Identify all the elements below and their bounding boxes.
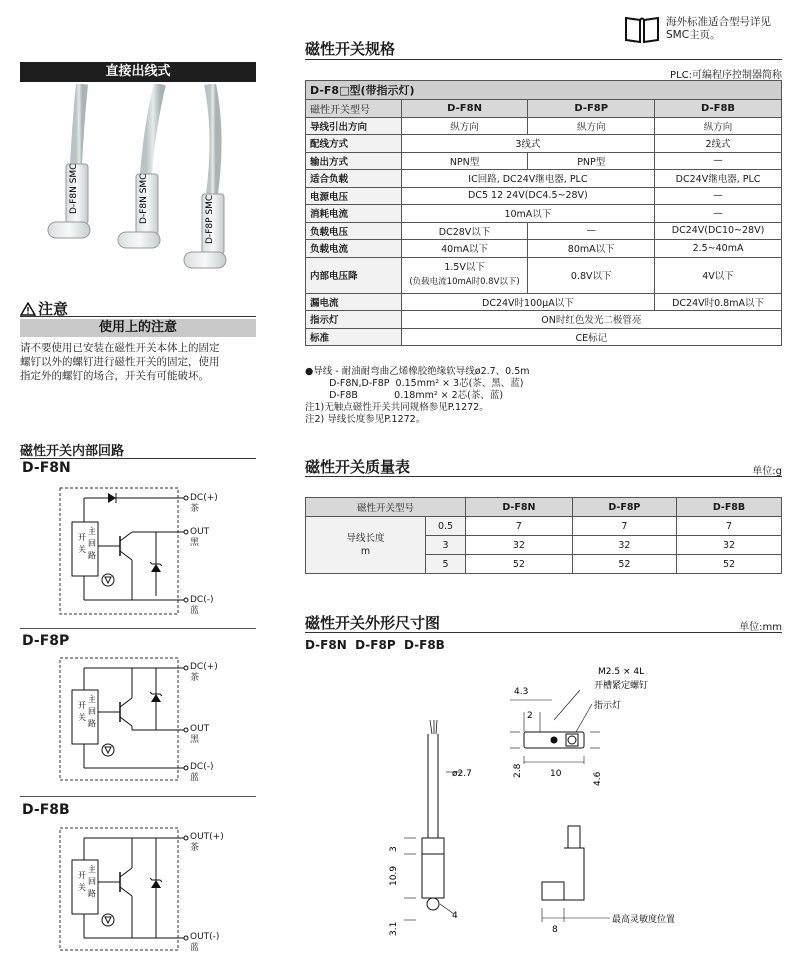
spec-cell: 适合负载 — [306, 170, 402, 188]
dim-3: 3 — [389, 846, 399, 852]
spec-cell: 内部电压降 — [306, 257, 402, 293]
mass-row-label-unit: m — [360, 546, 371, 557]
mass-row-label — [306, 517, 426, 574]
dims-title-rule — [305, 632, 782, 633]
spec-cell: 0.8V以下 — [528, 257, 655, 293]
svg-text:主: 主 — [88, 865, 96, 874]
caution-text — [20, 341, 220, 383]
spec-row — [306, 170, 782, 188]
mass-cell: 32 — [677, 536, 782, 555]
circuit-terminal-f8p-2 — [190, 724, 209, 746]
plc-note: PLC:可编程序控制器简称 — [670, 70, 782, 81]
drop-value: 1.5V以下 — [444, 262, 485, 273]
mass-row-label-text: 导线长度 — [346, 533, 385, 544]
mass-cell: 7 — [677, 517, 782, 536]
caution-rule — [20, 316, 256, 317]
dims-models: D-F8N D-F8P D-F8B — [305, 638, 445, 652]
dims-title: 磁性开关外形尺寸图 — [305, 614, 441, 632]
svg-text:关: 关 — [78, 713, 86, 722]
spec-series-header: D-F8□型(带指示灯) — [306, 81, 782, 100]
spec-title: 磁性开关规格 — [305, 40, 396, 58]
wire-color: 蓝 — [190, 773, 200, 783]
spec-cell: 40mA以下 — [401, 240, 528, 258]
spec-cell: 4V以下 — [655, 257, 782, 293]
mass-cell: D-F8B — [677, 498, 782, 517]
spec-cell: D-F8N — [401, 100, 528, 118]
mass-title: 磁性开关质量表 — [305, 458, 411, 476]
circuit-terminal-f8p-3 — [190, 762, 213, 784]
terminal-label: OUT — [190, 724, 210, 734]
spec-notes — [305, 366, 530, 426]
overseas-note — [666, 16, 771, 42]
wire-color: 黑 — [190, 538, 200, 548]
dim-10: 10 — [550, 769, 562, 779]
spec-cell: 漏电流 — [306, 293, 402, 311]
spec-cell: — — [528, 222, 655, 240]
spec-cell: 输出方式 — [306, 152, 402, 170]
circuit-terminal-f8p-1 — [190, 662, 218, 684]
dim-4: 4 — [452, 911, 458, 921]
spec-cell: 2.5~40mA — [655, 240, 782, 258]
spec-cell: 导线引出方向 — [306, 117, 402, 135]
circuit-divider — [20, 628, 256, 629]
terminal-label: DC(-) — [190, 595, 214, 605]
terminal-label: OUT(+) — [190, 832, 224, 842]
spec-note: 注1)无触点磁性开关共同规格参见P.1272。 — [305, 402, 489, 413]
profile-view — [542, 826, 610, 922]
svg-text:回: 回 — [88, 707, 96, 716]
dim-10-9: 10.9 — [389, 865, 399, 886]
terminal-label: OUT — [190, 527, 210, 537]
spec-table — [305, 80, 782, 346]
circuit-diagram-f8n — [20, 476, 256, 624]
spec-cell: DC5 12 24V(DC4.5~28V) — [401, 187, 654, 205]
product-label-2: D-F8N SMC — [139, 173, 149, 224]
svg-text:路: 路 — [88, 719, 96, 728]
spec-cell: ON时红色发光二极管亮 — [401, 311, 781, 329]
circuit-section-title: 磁性开关内部回路 — [20, 444, 125, 459]
caution-subtitle: 使用上的注意 — [98, 320, 177, 335]
spec-note: D-F8B 0.18mm² × 2芯(茶、蓝) — [305, 390, 504, 401]
spec-row — [306, 187, 782, 205]
circuit-section-rule — [20, 458, 256, 459]
dim-screw: M2.5 × 4L — [598, 667, 645, 677]
mass-cell: 7 — [466, 517, 573, 536]
spec-cell: 磁性开关型号 — [306, 100, 402, 118]
caution-sub-banner — [20, 319, 256, 337]
book-icon — [624, 14, 660, 44]
spec-row — [306, 293, 782, 311]
spec-cell: 指示灯 — [306, 311, 402, 329]
svg-text:回: 回 — [88, 877, 96, 886]
spec-cell: 10mA以下 — [401, 205, 654, 223]
spec-cell: 消耗电流 — [306, 205, 402, 223]
dim-2-8: 2.8 — [513, 763, 523, 778]
spec-row — [306, 240, 782, 258]
spec-cell: 电源电压 — [306, 187, 402, 205]
caution-title: 注意 — [38, 300, 69, 318]
spec-cell: 负载电压 — [306, 222, 402, 240]
spec-cell: 3线式 — [401, 135, 654, 153]
mass-cell: D-F8P — [572, 498, 676, 517]
circuit-terminal-f8n-1 — [190, 493, 218, 515]
spec-cell: DC24V(DC10~28V) — [655, 222, 782, 240]
circuit-divider — [20, 796, 256, 797]
wire-color: 蓝 — [190, 606, 200, 616]
spec-cell — [401, 257, 528, 293]
dim-dia-2-7: ø2.7 — [452, 769, 472, 779]
spec-cell: 80mA以下 — [528, 240, 655, 258]
spec-cell: 纵方向 — [655, 117, 782, 135]
circuit-model-f8n: D-F8N — [22, 460, 71, 476]
wire-color: 茶 — [190, 504, 200, 514]
mass-cell: 3 — [426, 536, 466, 555]
dim-4-3: 4.3 — [514, 687, 529, 697]
circuit-terminal-f8b-1 — [190, 832, 224, 854]
svg-text:路: 路 — [88, 551, 96, 560]
mass-table — [305, 497, 782, 574]
spec-cell: DC28V以下 — [401, 222, 528, 240]
spec-row — [306, 135, 782, 153]
spec-cell: — — [655, 205, 782, 223]
product-photo — [20, 84, 256, 284]
overseas-note-line2: SMC主页。 — [666, 29, 721, 41]
svg-text:开: 开 — [78, 533, 86, 542]
mass-cell: 7 — [572, 517, 676, 536]
mass-cell: 32 — [572, 536, 676, 555]
spec-cell: 标准 — [306, 328, 402, 346]
spec-cell: 纵方向 — [401, 117, 528, 135]
spec-cell: D-F8P — [528, 100, 655, 118]
mass-cell: 5 — [426, 555, 466, 574]
overseas-note-line1: 海外标准适合型号详见 — [666, 16, 771, 28]
svg-text:开: 开 — [78, 701, 86, 710]
spec-cell: 负载电流 — [306, 240, 402, 258]
mass-cell: 磁性开关型号 — [306, 498, 466, 517]
circuit-terminal-f8b-3 — [190, 932, 219, 954]
mass-cell: 52 — [677, 555, 782, 574]
spec-row — [306, 152, 782, 170]
spec-note: 注2) 导线长度参见P.1272。 — [305, 414, 426, 425]
dim-2: 2 — [527, 711, 533, 721]
spec-cell: — — [655, 152, 782, 170]
mass-cell: 0.5 — [426, 517, 466, 536]
wire-type-banner — [20, 62, 256, 82]
dim-sensing-position: 最高灵敏度位置 — [612, 915, 676, 925]
svg-text:关: 关 — [78, 883, 86, 892]
svg-text:关: 关 — [78, 545, 86, 554]
spec-header-row — [306, 100, 782, 118]
product-label-3: D-F8P SMC — [205, 194, 215, 244]
spec-row — [306, 205, 782, 223]
terminal-label: DC(+) — [190, 662, 218, 672]
spec-cell: D-F8B — [655, 100, 782, 118]
mass-unit: 单位:g — [752, 466, 782, 477]
spec-row — [306, 117, 782, 135]
spec-cell: IC回路, DC24V继电器, PLC — [401, 170, 654, 188]
circuit-diagram-f8p — [20, 650, 256, 790]
terminal-label: OUT(-) — [190, 932, 220, 942]
spec-row — [306, 311, 782, 329]
terminal-label: DC(+) — [190, 493, 218, 503]
spec-title-rule — [305, 59, 782, 60]
spec-cell: CE标记 — [401, 328, 781, 346]
svg-text:开: 开 — [78, 871, 86, 880]
mass-cell: D-F8N — [466, 498, 573, 517]
dim-screw-desc: 开槽紧定螺钉 — [594, 681, 649, 691]
spec-note: D-F8N,D-F8P 0.15mm² × 3芯(茶、黑、蓝) — [305, 378, 524, 389]
spec-cell: DC24V时100μA以下 — [401, 293, 654, 311]
mass-row — [306, 517, 782, 536]
circuit-model-f8p: D-F8P — [22, 633, 70, 649]
dimension-drawing — [380, 660, 780, 960]
mass-cell: 32 — [466, 536, 573, 555]
wire-color: 黑 — [190, 735, 200, 745]
spec-note: ●导线 - 耐油耐弯曲乙烯橡胶绝缘软导线ø2.7、0.5m — [305, 366, 530, 377]
circuit-terminal-f8n-2 — [190, 527, 209, 549]
warning-icon — [20, 302, 36, 316]
wire-color: 茶 — [190, 673, 200, 683]
dim-3-1: 3.1 — [389, 921, 399, 936]
top-view — [510, 690, 600, 764]
dim-8: 8 — [552, 925, 558, 935]
side-view — [404, 720, 462, 920]
spec-row — [306, 257, 782, 293]
wire-color: 茶 — [190, 843, 200, 853]
spec-cell: 2线式 — [655, 135, 782, 153]
spec-row — [306, 328, 782, 346]
mass-title-rule — [305, 476, 782, 477]
circuit-model-f8b: D-F8B — [22, 802, 70, 818]
svg-text:回: 回 — [88, 539, 96, 548]
dims-unit: 单位:mm — [739, 622, 782, 633]
svg-text:路: 路 — [88, 889, 96, 898]
svg-text:主: 主 — [88, 527, 96, 536]
circuit-terminal-f8n-3 — [190, 595, 213, 617]
dim-4-6: 4.6 — [593, 771, 603, 786]
caution-line: 螺钉以外的螺钉进行磁性开关的固定，使用 — [20, 356, 220, 368]
product-label-1: D-F8N SMC — [69, 163, 79, 214]
spec-cell: 纵方向 — [528, 117, 655, 135]
terminal-label: DC(-) — [190, 762, 214, 772]
wire-color: 蓝 — [190, 943, 200, 953]
caution-line: 请不要使用已安装在磁性开关本体上的固定 — [20, 342, 220, 354]
spec-cell: — — [655, 187, 782, 205]
wire-type-title: 直接出线式 — [105, 64, 171, 79]
mass-cell: 52 — [466, 555, 573, 574]
caution-line: 指定外的螺钉的场合，开关有可能破坏。 — [20, 370, 209, 382]
spec-cell: DC24V时0.8mA以下 — [655, 293, 782, 311]
drop-value-note: (负载电流10mA时0.8V以下) — [409, 277, 520, 287]
mass-cell: 52 — [572, 555, 676, 574]
spec-row — [306, 222, 782, 240]
dim-indicator: 指示灯 — [594, 701, 622, 711]
spec-cell: 配线方式 — [306, 135, 402, 153]
svg-text:主: 主 — [88, 695, 96, 704]
mass-header-row — [306, 498, 782, 517]
spec-cell: NPN型 — [401, 152, 528, 170]
spec-cell: PNP型 — [528, 152, 655, 170]
spec-cell: DC24V继电器, PLC — [655, 170, 782, 188]
